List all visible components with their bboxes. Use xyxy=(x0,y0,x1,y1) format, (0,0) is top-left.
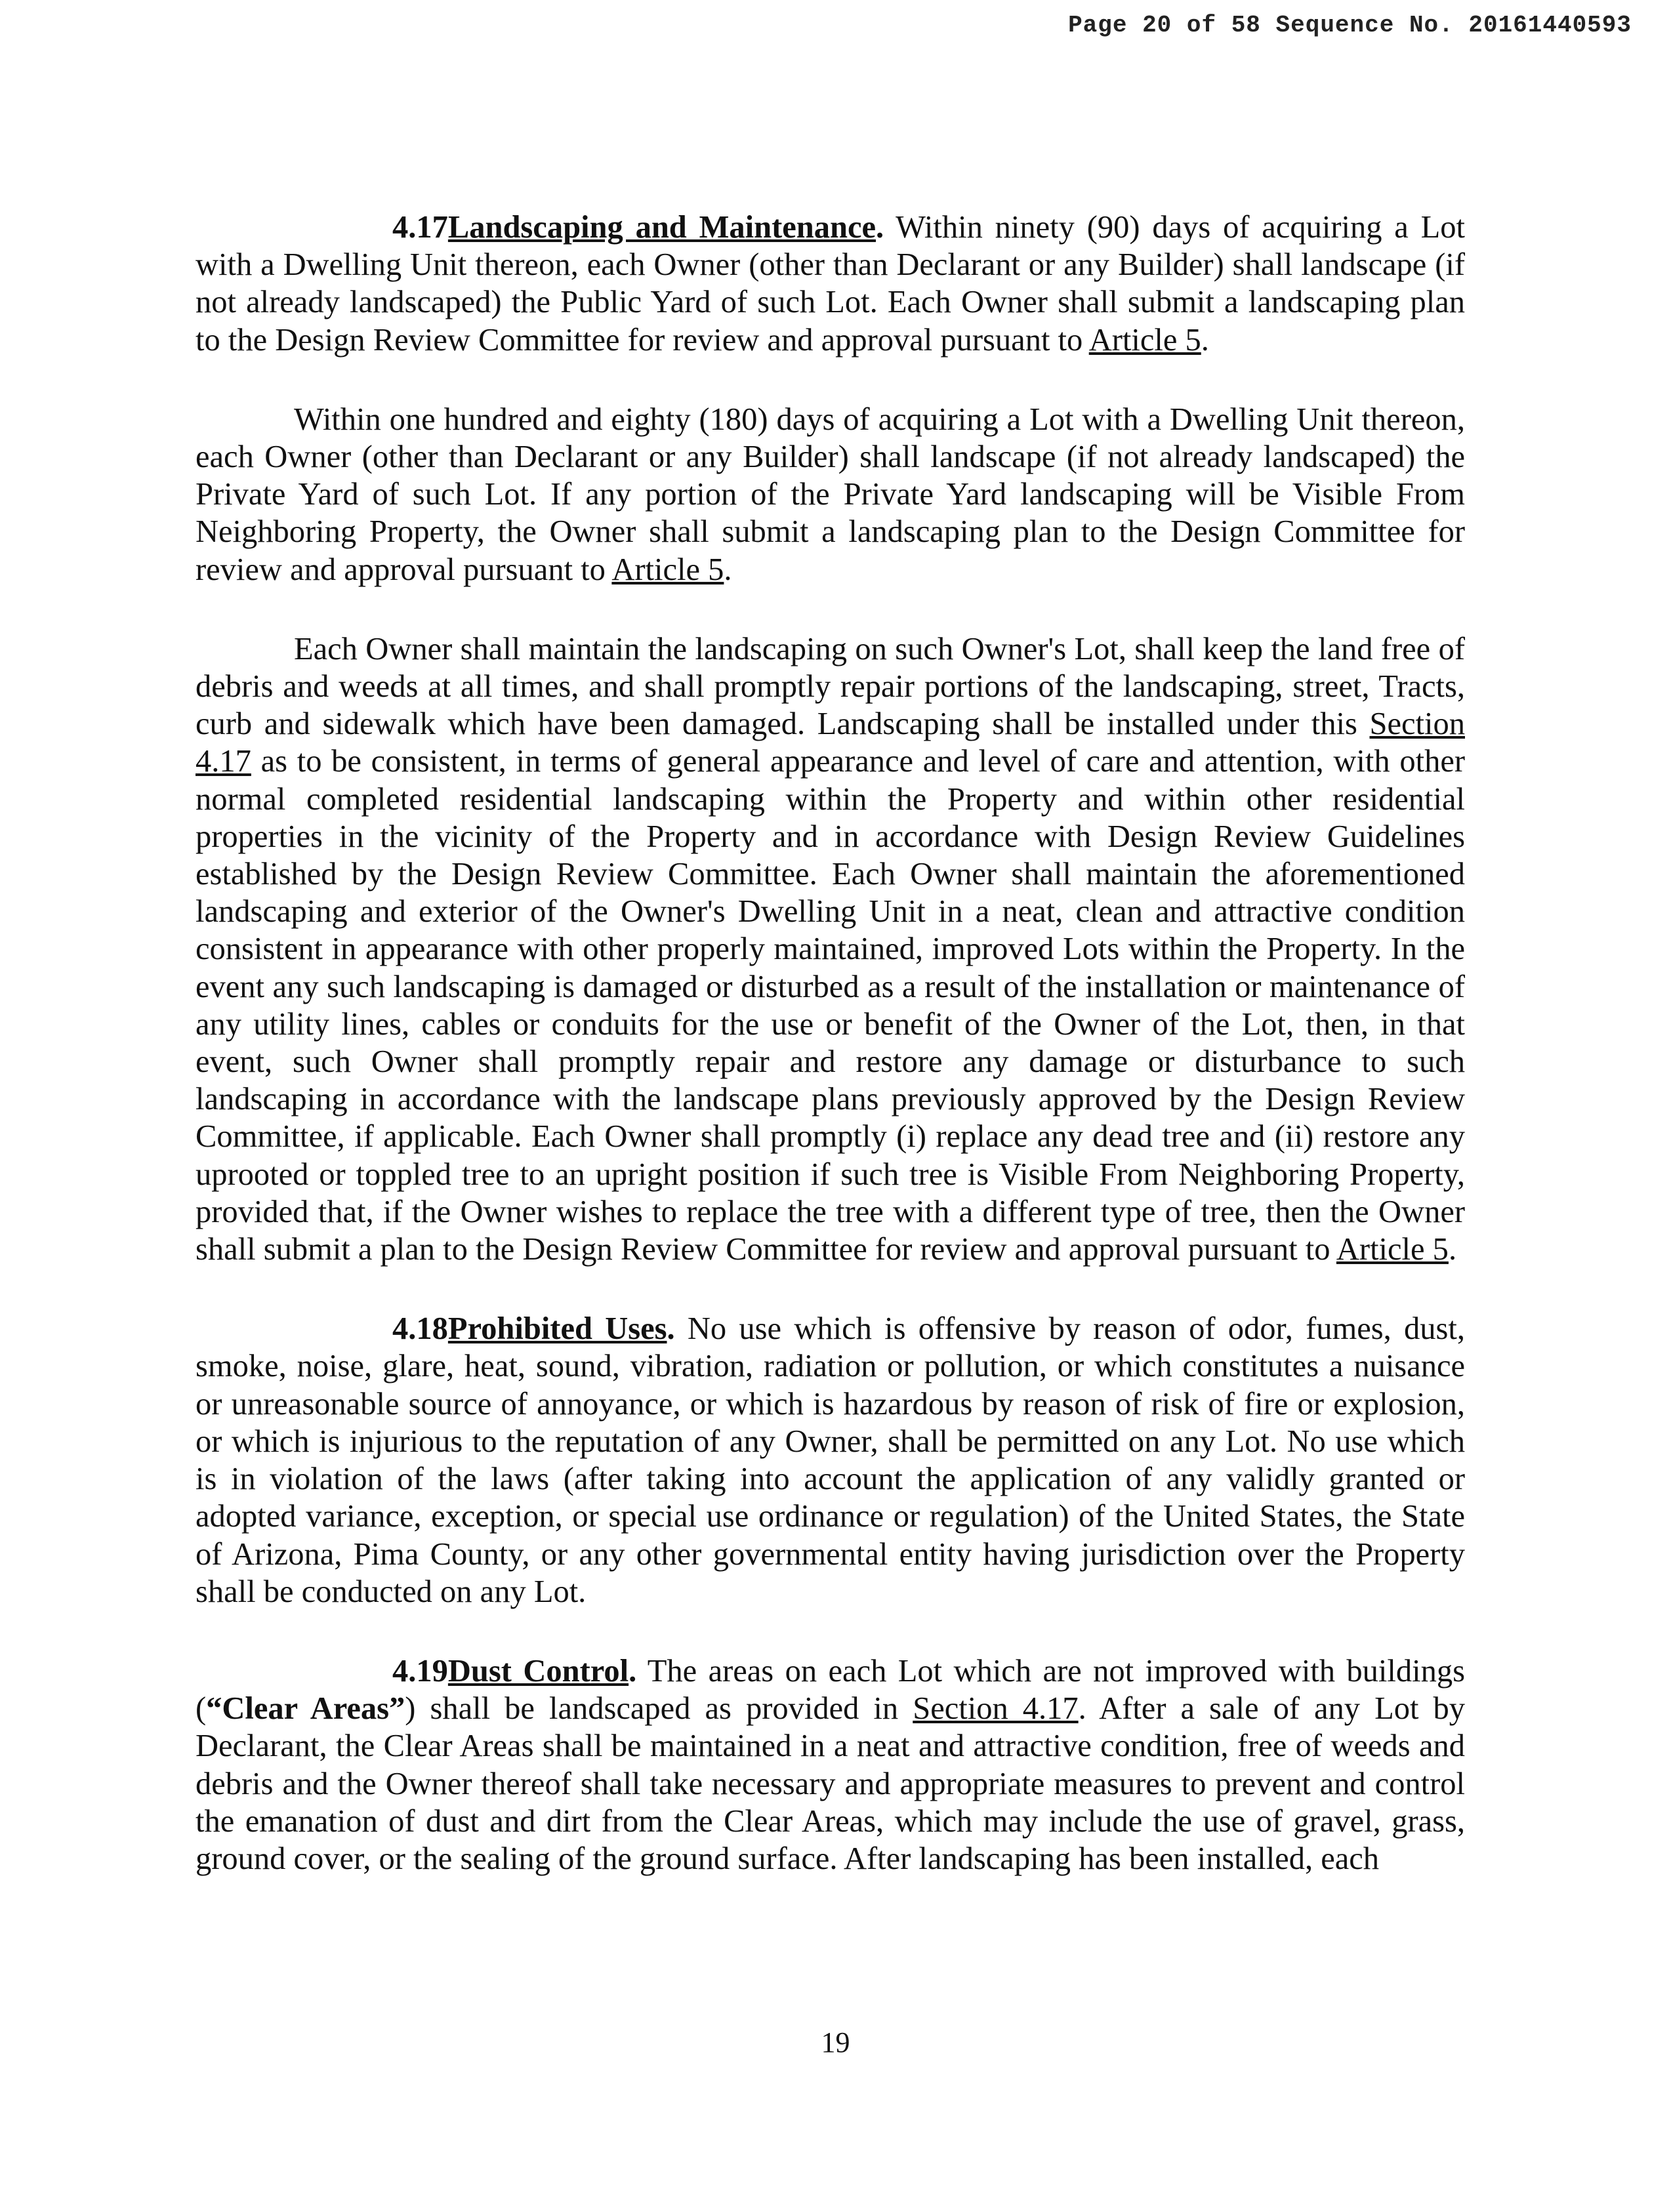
page-number: 19 xyxy=(821,2026,850,2058)
paragraph-text: Within ninety (90) days of acquiring a Lot with a Dwelling Unit thereon, each Owner (other than Declarant or any Builder) shall landscape (if not already landscaped) the Public Yard of such Lot. Each Owner shall submit a landscaping plan to the Design Review Committee for review and approval pursuant to xyxy=(196,210,1465,358)
article-reference: Article 5 xyxy=(611,552,724,587)
paragraph-text: The areas on each Lot which are not improved with buildings ( xyxy=(196,1653,1465,1727)
paragraph-text: Each Owner shall maintain the landscaping on such Owner's Lot, shall keep the land free of debris and weeds at all times, and shall promptly repair portions of the landscaping, street, Tracts, curb and sidewalk which have been damaged. Landscaping shall be installed under this xyxy=(196,631,1465,742)
document-body xyxy=(196,209,1465,1919)
section-title-punct: . xyxy=(667,1311,675,1347)
defined-term: “Clear Areas” xyxy=(206,1691,405,1727)
paragraph-text: Within one hundred and eighty (180) days of acquiring a Lot with a Dwelling Unit thereon, each Owner (other than Declarant or any Builder) shall landscape (if not already landscaped) the Private Yard of such Lot. If any portion of the Private Yard landscaping will be Visible From Neighboring Property, the Owner shall submit a landscaping plan to the Design Committee for review and approval pursuant to xyxy=(196,401,1465,587)
section-number: 4.17 xyxy=(392,210,448,245)
paragraph-text: ) shall be landscaped as provided in xyxy=(405,1691,913,1727)
paragraph-text: No use which is offensive by reason of odor, fumes, dust, smoke, noise, glare, heat, sound, vibration, radiation or pollution, or which constitutes a nuisance or unreasonable source of annoyance, or which is hazardous by reason of risk of fire or explosion, or which is injurious to the reputation of any Owner, shall be permitted on any Lot. No use which is in violation of the laws (after taking into account the application of any validly granted or adopted variance, exception, or special use ordinance or regulation) of the United States, the State of Arizona, Pima County, or any other governmental entity having jurisdiction over the Property shall be conducted on any Lot. xyxy=(196,1311,1466,1609)
section-reference: Section 4.17 xyxy=(913,1691,1079,1727)
paragraph-text: . After a sale of any Lot by Declarant, the Clear Areas shall be maintained in a neat and attractive condition, free of weeds and debris and the Owner thereof shall take necessary and appropriate measures to prevent and control the emanation of dust and dirt from the Clear Areas, which may include the use of gravel, grass, ground cover, or the sealing of the ground surface. After landscaping has been installed, each xyxy=(196,1691,1466,1876)
section-reference: Section 4.17 xyxy=(196,707,1465,779)
section-number: 4.19 xyxy=(392,1653,448,1689)
section-4-19-paragraph xyxy=(196,1652,1465,1877)
section-4-17-paragraph-1 xyxy=(196,209,1465,359)
paragraph-text: as to be consistent, in terms of general appearance and level of care and attention, with other normal completed residential landscaping within the Property and within other residential properties in the vicinity of the Property and in accordance with Design Review Guidelines established by the Design Review Committee. Each Owner shall maintain the aforementioned landscaping and exterior of the Owner's Dwelling Unit in a neat, clean and attractive condition consistent in appearance with other properly maintained, improved Lots within the Property. In the event any such landscaping is damaged or disturbed as a result of the installation or maintenance of any utility lines, cables or conduits for the use or benefit of the Owner of the Lot, then, in that event, such Owner shall promptly repair and restore any damage or disturbance to such landscaping in accordance with the landscape plans previously approved by the Design Review Committee, if applicable. Each Owner shall promptly (i) replace any dead tree and (ii) restore any uprooted or toppled tree to an upright position if such tree is Visible From Neighboring Property, provided that, if the Owner wishes to replace the tree with a different type of tree, then the Owner shall submit a plan to the Design Review Committee for review and approval pursuant to xyxy=(196,744,1465,1267)
section-4-17-paragraph-2 xyxy=(196,401,1465,588)
paragraph-end: . xyxy=(1201,322,1209,358)
article-reference: Article 5 xyxy=(1088,322,1201,358)
section-4-18-paragraph xyxy=(196,1310,1465,1610)
section-title-punct: . xyxy=(876,210,884,245)
page-sequence-header: Page 20 of 58 Sequence No. 20161440593 xyxy=(1068,12,1632,39)
section-title: Prohibited Uses xyxy=(447,1311,667,1347)
section-title: Landscaping and Maintenance xyxy=(447,210,876,245)
paragraph-end: . xyxy=(724,552,732,587)
section-number: 4.18 xyxy=(392,1311,448,1347)
section-title-punct: . xyxy=(629,1653,637,1689)
paragraph-end: . xyxy=(1448,1232,1457,1267)
article-reference: Article 5 xyxy=(1336,1232,1449,1267)
section-title: Dust Control xyxy=(447,1653,629,1689)
section-4-17-paragraph-3 xyxy=(196,630,1465,1268)
